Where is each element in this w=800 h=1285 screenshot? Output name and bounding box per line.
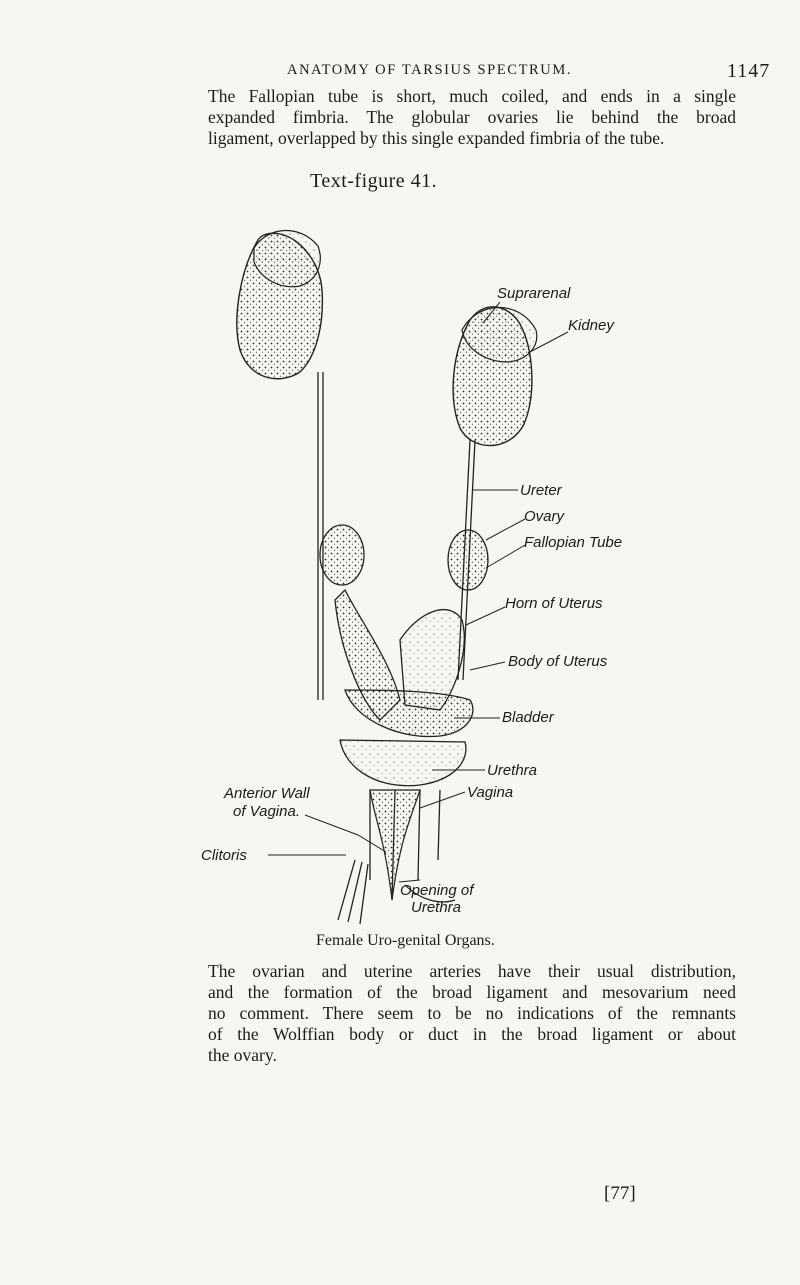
paragraph-line: of the Wolffian body or duct in the broad ligament or about <box>208 1024 736 1044</box>
label-fallopian-tube: Fallopian Tube <box>524 534 623 551</box>
label-suprarenal: Suprarenal <box>497 285 571 302</box>
clitoris <box>338 860 368 924</box>
paragraph-line: The ovarian and uterine arteries have their usual distribution, <box>208 961 736 981</box>
label-urethra: Urethra <box>487 762 538 779</box>
body-of-uterus <box>345 690 473 737</box>
left-kidney <box>237 230 322 378</box>
label-opening-of: Opening of <box>400 882 474 899</box>
paragraph-bottom <box>208 961 736 1066</box>
paragraph-line: expanded fimbria. The globular ovaries lie behind the broad <box>208 107 736 127</box>
paragraph-line: ligament, overlapped by this single expanded fimbria of the tube. <box>208 128 665 148</box>
label-horn-of-uterus: Horn of Uterus <box>505 595 603 612</box>
bladder <box>340 740 466 786</box>
label-of-vagina: of Vagina. <box>233 803 300 820</box>
figure-caption: Female Uro-genital Organs. <box>316 932 495 949</box>
label-ureter: Ureter <box>520 482 562 499</box>
folio: [77] <box>604 1183 636 1204</box>
page-number: 1147 <box>727 60 771 82</box>
label-urethra-opening: Urethra <box>411 899 462 916</box>
right-kidney <box>453 307 537 446</box>
paragraph-line: and the formation of the broad ligament and mesovarium need <box>208 982 736 1002</box>
label-ovary: Ovary <box>524 508 565 525</box>
label-vagina: Vagina <box>467 784 514 801</box>
label-body-of-uterus: Body of Uterus <box>508 653 608 670</box>
running-head: ANATOMY OF TARSIUS SPECTRUM. <box>287 62 573 78</box>
label-bladder: Bladder <box>502 709 554 726</box>
paragraph-line: no comment. There seem to be no indications of the remnants <box>208 1003 736 1023</box>
figure-title: Text-figure 41. <box>310 170 438 192</box>
label-kidney: Kidney <box>568 317 614 334</box>
label-anterior-wall: Anterior Wall <box>224 785 310 802</box>
paragraph-line: The Fallopian tube is short, much coiled, and ends in a single <box>208 86 736 106</box>
paragraph-line: the ovary. <box>208 1045 277 1065</box>
left-ovary <box>320 525 364 585</box>
label-clitoris: Clitoris <box>201 847 247 864</box>
right-ovary <box>448 530 488 590</box>
